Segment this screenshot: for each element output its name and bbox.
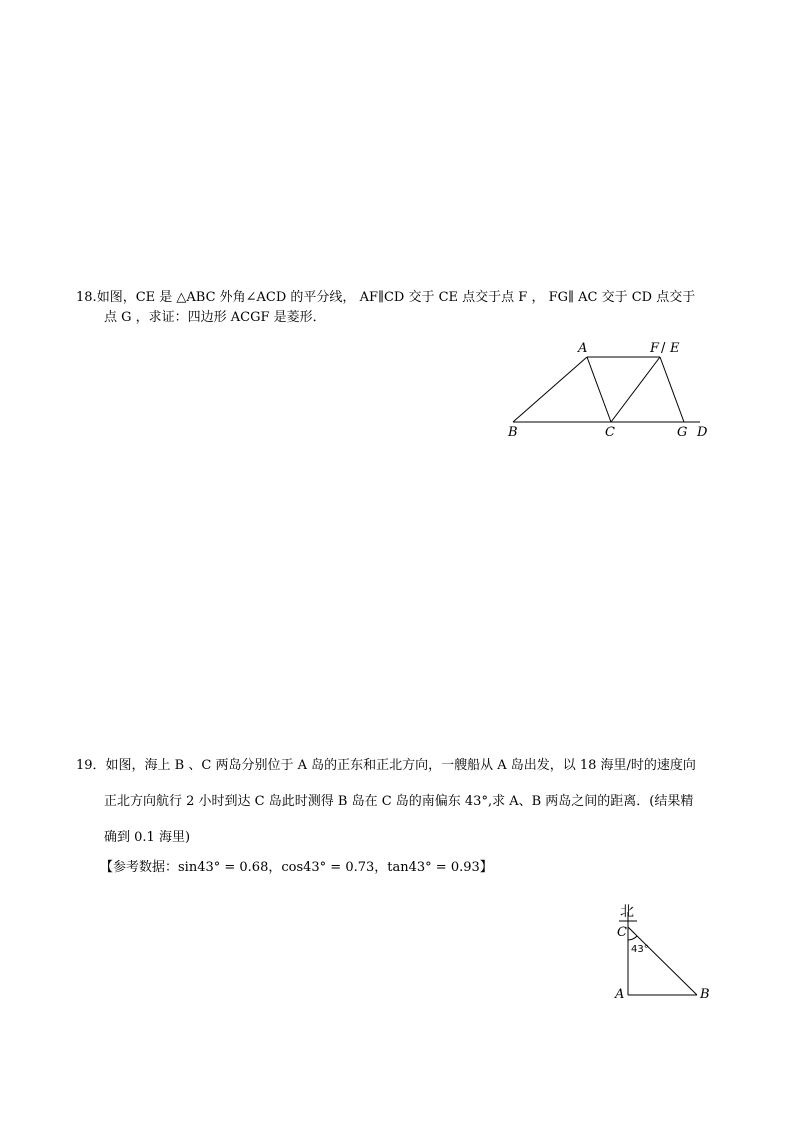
angle-label: 43° — [631, 944, 649, 955]
problem-18-line-2: 点 G ，求证：四边形 ACGF 是菱形． — [104, 310, 326, 326]
problem-19-line-1: 如图，海上 B 、C 两岛分别位于 A 岛的正东和正北方向，一艘船从 A 岛出发，以 18 海里/时的速度向 — [105, 758, 696, 773]
label-a: A — [578, 341, 588, 356]
label-b: B — [700, 987, 710, 1002]
problem-19-number: 19． — [76, 758, 106, 773]
problem-19-line-2: 正北方向航行 2 小时到达 C 岛此时测得 B 岛在 C 岛的南偏东 43°,求 A、B 两岛之间的距离．(结果精 — [104, 794, 694, 809]
label-c: C — [605, 425, 615, 440]
problem-19-reference: 【参考数据：sin43° = 0.68，cos43° = 0.73，tan43° = 0.93】 — [100, 860, 493, 875]
label-north: 北 — [620, 904, 634, 920]
problem-18-number: 18. — [76, 290, 97, 305]
label-d: D — [697, 425, 708, 440]
problem-18-line-1: 如图，CE 是 △ABC 外角∠ACD 的平分线， AF∥CD 交于 CE 点交于点 F ， FG∥ AC 交于 CD 点交于 — [96, 290, 696, 305]
label-c: C — [617, 925, 627, 940]
segment-cb — [628, 927, 697, 995]
label-e: E — [670, 341, 680, 356]
label-a: A — [615, 987, 625, 1002]
problem-19-line-3: 确到 0.1 海里) — [104, 830, 191, 845]
angle-arc — [628, 936, 637, 940]
label-b: B — [508, 425, 518, 440]
label-f: F — [650, 341, 660, 356]
label-g: G — [677, 425, 688, 440]
label-slash: / — [661, 341, 666, 356]
